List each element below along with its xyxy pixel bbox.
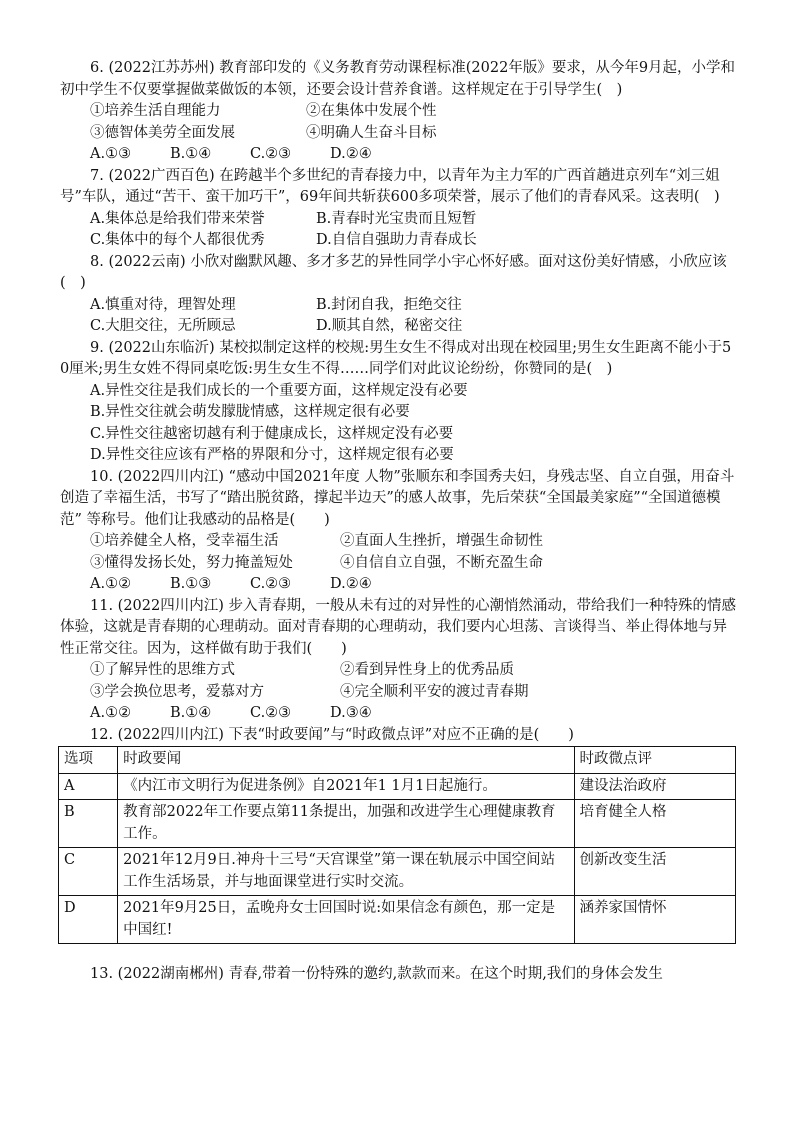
answer-choices (0, 144, 794, 166)
options-row (0, 295, 794, 317)
question-10 (0, 467, 794, 596)
table-cell: 教育部2022年工作要点第11条提出，加强和改进学生心理健康教育工作。 (118, 800, 574, 848)
table-cell: D (59, 896, 118, 944)
options-row (0, 316, 794, 338)
option-3: ③懂得发扬长处，努力掩盖短处 (90, 554, 293, 571)
table-header: 选项 (59, 747, 118, 774)
option-1: ①培养生活自理能力 (90, 103, 221, 119)
answer-d: D.自信自强助力青春成长 (316, 232, 477, 248)
table-cell: 创新改变生活 (574, 848, 735, 896)
question-8 (0, 252, 794, 338)
options-row (0, 209, 794, 231)
answer-c: C.大胆交往，无所顾忌 (90, 318, 236, 334)
option-4: ④明确人生奋斗目标 (306, 124, 437, 141)
option-4: ④自信自立自强，不断充盈生命 (340, 554, 543, 571)
answer-c: C.集体中的每个人都很优秀 (90, 232, 265, 248)
answer-b: B.①④ (170, 146, 212, 162)
answer-c: C.异性交往越密切越有利于健康成长，这样规定没有必要 (90, 425, 454, 442)
table-cell: 2021年9月25日，孟晚舟女士回国时说:如果信念有颜色，那一定是中国红! (118, 896, 574, 944)
question-stem: 12. (2022四川内江) 下表“时政要闻”与“时政微点评”对应不正确的是( ) (90, 726, 574, 743)
option-1: ①了解异性的思维方式 (90, 662, 235, 678)
table-row (59, 800, 736, 848)
answer-c: C.②③ (250, 705, 292, 721)
table-header: 时政要闻 (118, 747, 574, 774)
question-stem: 11. (2022四川内江) 步入青春期，一般从未有过的对异性的心潮悄然涌动，带给我们一种特殊的情感体验，这就是青春期的心理萌动。面对青春期的心理萌动，我们要内心坦荡、言谈得当、举止得体地与异性正常交往。因为，这样做有助于我们( ) (60, 597, 736, 657)
question-stem: 13. (2022湖南郴州) 青春,带着一份特殊的邀约,款款而来。在这个时期,我们的身体会发生 (90, 966, 663, 982)
options-row (0, 553, 794, 575)
question-stem: 8. (2022云南) 小欣对幽默风趣、多才多艺的异性同学小宇心怀好感。面对这份美好情感，小欣应该( ) (60, 253, 727, 291)
table-cell: 建设法治政府 (574, 773, 735, 800)
answer-c: C.②③ (250, 146, 292, 162)
table-row (59, 848, 736, 896)
answer-a: A.集体总是给我们带来荣誉 (90, 210, 265, 227)
option-1: ①培养健全人格，受幸福生活 (90, 533, 279, 549)
answer-a: A.①③ (90, 146, 132, 162)
news-table (58, 746, 736, 944)
answer-a: A.①② (90, 576, 132, 592)
answer-d: D.顺其自然，秘密交往 (316, 318, 463, 334)
table-cell: A (59, 773, 118, 800)
question-11 (0, 596, 794, 725)
option-2: ②看到异性身上的优秀品质 (340, 662, 514, 678)
table-cell: 培育健全人格 (574, 800, 735, 848)
question-stem: 7. (2022广西百色) 在跨越半个多世纪的青春接力中，以青年为主力军的广西首趟进京列车“刘三姐号”车队，通过“苦干、蛮干加巧干”，69年间共斩获600多项荣誉，展示了他们的青春风采。这表明( ) (60, 167, 720, 205)
spacer (0, 944, 794, 964)
answer-d: D.③④ (330, 705, 372, 721)
question-stem: 6. (2022江苏苏州) 教育部印发的《义务教育劳动课程标准(2022年版》要求，从今年9月起，小学和初中学生不仅要掌握做菜做饭的本领，还要会设计营养食谱。这样规定在于引导学生( ) (60, 60, 736, 98)
table-cell: B (59, 800, 118, 848)
answer-choices (0, 574, 794, 596)
options-row (0, 660, 794, 682)
question-12 (0, 725, 794, 945)
question-stem: 9. (2022山东临沂) 某校拟制定这样的校规:男生女生不得成对出现在校园里;男生女生距离不能小于50厘米;男生女姓不得同桌吃饭:男生女生不得……同学们对此议论纷纷，你赞同的是( ) (60, 339, 732, 377)
question-9 (0, 338, 794, 467)
answer-d: D.②④ (330, 576, 372, 592)
option-4: ④完全顺利平安的渡过青春期 (340, 683, 529, 700)
question-6 (0, 58, 794, 166)
options-row (0, 531, 794, 553)
answer-a: A.异性交往是我们成长的一个重要方面，这样规定没有必要 (90, 382, 468, 399)
option-2: ②直面人生挫折，增强生命韧性 (340, 533, 543, 549)
answer-b: B.青春时光宝贵而且短暂 (316, 210, 477, 227)
document-page (0, 58, 794, 986)
table-cell: C (59, 848, 118, 896)
question-7 (0, 166, 794, 252)
table-row (59, 773, 736, 800)
option-3: ③学会换位思考，爱慕对方 (90, 683, 264, 700)
options-row (0, 230, 794, 252)
answer-a: A.慎重对待，理智处理 (90, 296, 236, 313)
question-13 (0, 964, 794, 986)
answer-a: A.①② (90, 705, 132, 721)
answer-b: B.①④ (170, 705, 212, 721)
table-cell: 《内江市文明行为促进条例》自2021年1 1月1日起施行。 (118, 773, 574, 800)
table-row (59, 896, 736, 944)
table-header: 时政微点评 (574, 747, 735, 774)
question-stem: 10. (2022四川内江) “感动中国2021年度 人物”张顺东和李国秀夫妇，身残志坚、自立自强，用奋斗创造了幸福生活，书写了“踏出脱贫路，撑起半边天”的感人故事，先后荣获“全国最美家庭”“全国道德模范” 等称号。他们让我感动的品格是( ) (60, 468, 735, 528)
table-cell: 2021年12月9日.神舟十三号“天宫课堂”第一课在轨展示中国空间站工作生活场景，并与地面课堂进行实时交流。 (118, 848, 574, 896)
option-3: ③德智体美劳全面发展 (90, 124, 235, 141)
answer-choices (0, 703, 794, 725)
option-2: ②在集体中发展个性 (306, 103, 437, 119)
answer-b: B.封闭自我，拒绝交往 (316, 296, 462, 313)
answer-d: D.②④ (330, 146, 372, 162)
table-header-row (59, 747, 736, 774)
answer-b: B.①③ (170, 576, 212, 592)
options-row (0, 123, 794, 145)
options-row (0, 682, 794, 704)
answer-d: D.异性交往应该有严格的界限和分寸，这样规定很有必要 (90, 447, 454, 463)
answer-c: C.②③ (250, 576, 292, 592)
table-cell: 涵养家国情怀 (574, 896, 735, 944)
answer-b: B.异性交往就会萌发朦胧情感，这样规定很有必要 (90, 404, 410, 420)
options-row (0, 101, 794, 123)
